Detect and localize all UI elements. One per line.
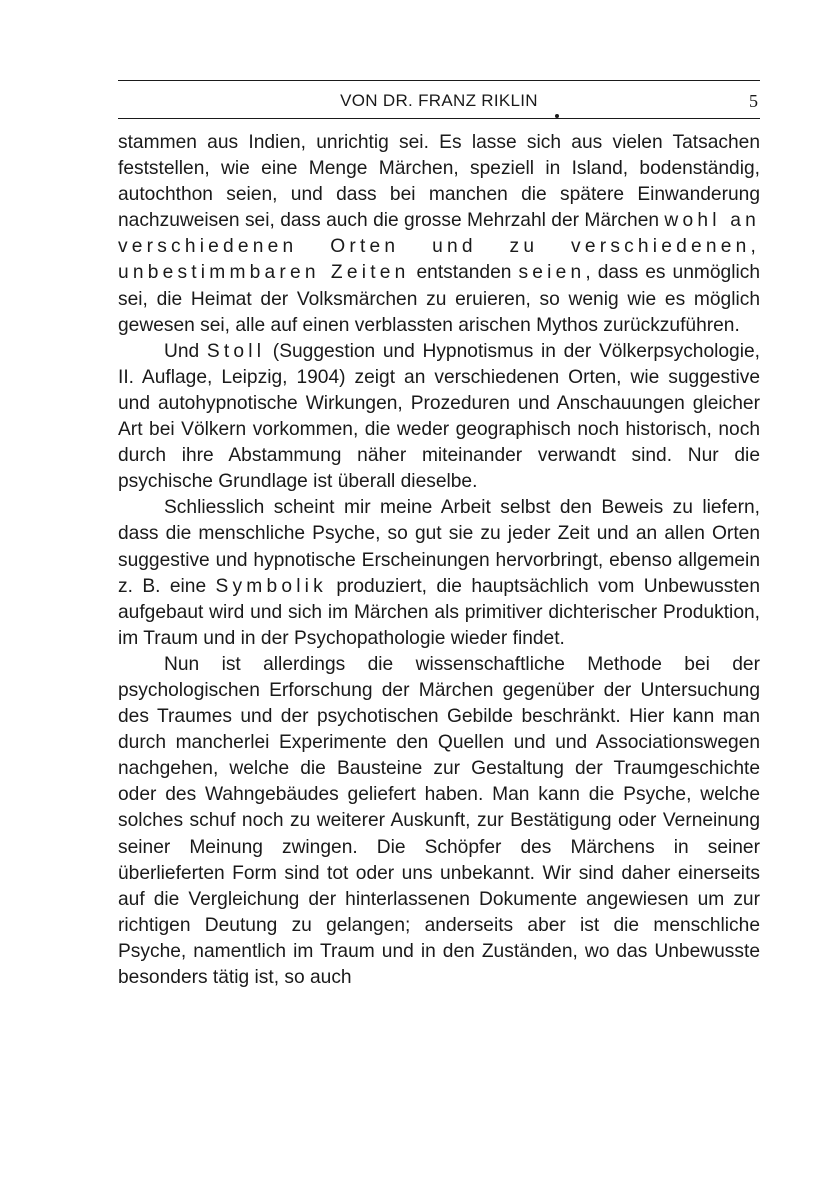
emphasized-text: seien: [518, 262, 586, 284]
paragraph: [118, 495, 760, 652]
running-header: [118, 88, 760, 114]
text-run: entstanden: [409, 262, 519, 284]
header-bottom-rule: [118, 118, 760, 119]
paragraph: [118, 130, 760, 339]
text-run: Schliesslich scheint mir meine Arbeit selbst den Beweis zu liefern, dass die menschliche Psyche, so gut sie zu jeder Zeit und an allen Orten suggestive und hypnotische Erscheinungen hervorbringt, ebenso allgemein z. B. eine: [118, 497, 760, 597]
emphasized-text: Symbolik: [215, 575, 327, 597]
emphasized-text: wohl an verschiedenen Orten und zu verschiedenen, unbestimmbaren Zeiten: [118, 210, 760, 284]
paragraph: [118, 652, 760, 991]
text-run: stammen aus Indien, unrichtig sei. Es lasse sich aus vielen Tatsachen feststellen, wie eine Menge Märchen, speziell in Island, bodenständig, autochthon seien, und dass bei manchen die spätere Einwanderung nachzuweisen sei, dass auch die grosse Mehrzahl der Märchen: [118, 132, 760, 232]
body-text: [118, 130, 760, 991]
paragraph: [118, 339, 760, 496]
running-title: VON DR. FRANZ RIKLIN: [340, 91, 538, 110]
header-top-rule: [118, 80, 760, 81]
emphasized-text: Stoll: [206, 340, 266, 362]
text-run: Und: [164, 340, 207, 362]
text-run: (Suggestion und Hypnotismus in der Völkerpsychologie, II. Auflage, Leipzig, 1904) zeigt an verschiedenen Orten, wie suggestive und autohypnotische Wirkungen, Prozeduren und Anschauungen gleicher Art bei Völkern vorkommen, die weder geographisch noch historisch, noch durch ihre Abstammung näher miteinander verwandt sind. Nur die psychische Grundlage ist überall dieselbe.: [118, 340, 760, 493]
text-run: , dass es unmöglich sei, die Heimat der Volksmärchen zu eruieren, so wenig wie es möglich gewesen sei, alle auf einen verblassten arischen Mythos zurückzuführen.: [118, 262, 760, 336]
page-number: 5: [749, 91, 758, 111]
text-run: Nun ist allerdings die wissenschaftliche Methode bei der psychologischen Erforschung der Märchen gegenüber der Untersuchung des Traumes und der psychotischen Gebilde beschränkt. Hier kann man durch mancherlei Experimente den Quellen und und Associationswegen nachgehen, welche die Bausteine zur Gestaltung der Traumgeschichte oder des Wahngebäudes geliefert haben. Man kann die Psyche, welche solches schuf noch zu weiterer Auskunft, zur Bestätigung oder Verneinung seiner Meinung zwingen. Die Schöpfer des Märchens in seiner überlieferten Form sind tot oder uns unbekannt. Wir sind daher einerseits auf die Vergleichung der hinterlassenen Dokumente angewiesen um zur richtigen Deutung zu gelangen; anderseits aber ist die menschliche Psyche, namentlich im Traum und in den Zuständen, wo das Unbewusste besonders tätig ist, so auch: [118, 653, 760, 988]
text-run: produziert, die hauptsächlich vom Unbewussten aufgebaut wird und sich im Märchen als primitiver dichterischer Produktion, im Traum und in der Psychopathologie wieder findet.: [118, 575, 760, 649]
